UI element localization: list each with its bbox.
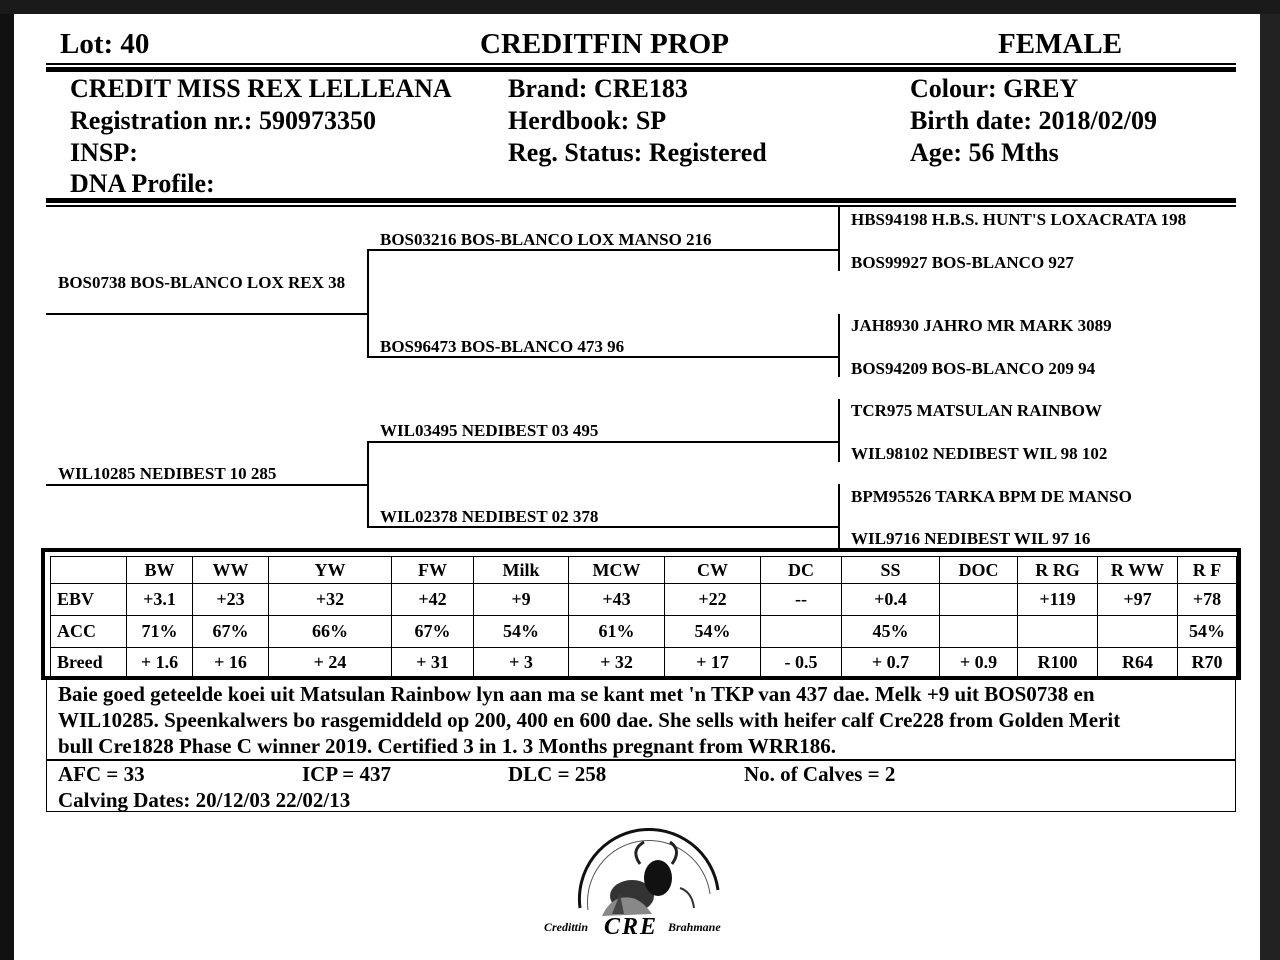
table-header-cell: R RG (1018, 557, 1098, 584)
top-frame-edge (0, 0, 1280, 14)
table-row-acc (51, 616, 1237, 648)
pedigree-dam-sire: WIL03495 NEDIBEST 03 495 (380, 421, 599, 440)
notes-line-3: bull Cre1828 Phase C winner 2019. Certified 3 in 1. 3 Months pregnant from WRR186. (58, 734, 836, 758)
table-cell: + 17 (665, 648, 761, 677)
table-header-cell: MCW (569, 557, 665, 584)
info-rule-thick (46, 198, 1236, 203)
ebv-header-row (51, 557, 1237, 584)
table-cell: 71% (127, 616, 193, 648)
table-header-cell: DOC (940, 557, 1018, 584)
age: Age: 56 Mths (910, 138, 1059, 167)
table-row-breed (51, 648, 1237, 677)
table-cell (761, 616, 842, 648)
brahman-bull-emblem (540, 828, 750, 928)
sex-label: FEMALE (998, 28, 1123, 60)
table-cell: + 1.6 (127, 648, 193, 677)
table-header-cell: YW (269, 557, 392, 584)
table-cell (1018, 616, 1098, 648)
pedigree-ggp-6: WIL98102 NEDIBEST WIL 98 102 (851, 444, 1108, 463)
insp-label: INSP: (70, 138, 138, 167)
herdbook: Herdbook: SP (508, 106, 667, 135)
pedigree-ggp-5: TCR975 MATSULAN RAINBOW (851, 401, 1102, 420)
sire-sire-line (367, 249, 839, 251)
table-cell: 67% (193, 616, 269, 648)
brand: Brand: CRE183 (508, 74, 688, 103)
logo-text-left: Credittin (544, 920, 589, 934)
left-frame-edge (0, 0, 14, 960)
pedigree-ggp-1: HBS94198 H.B.S. HUNT'S LOXACRATA 198 (851, 210, 1187, 229)
table-cell: + 0.9 (940, 648, 1018, 677)
breeder-name: CREDITFIN PROP (480, 28, 729, 60)
table-cell: +42 (392, 584, 474, 616)
pedigree-ggp-8: WIL9716 NEDIBEST WIL 97 16 (851, 529, 1091, 548)
table-cell: +119 (1018, 584, 1098, 616)
animal-name: CREDIT MISS REX LELLEANA (70, 74, 452, 103)
pedigree-dam: WIL10285 NEDIBEST 10 285 (58, 464, 277, 483)
pedigree-sire-sire: BOS03216 BOS-BLANCO LOX MANSO 216 (380, 230, 712, 249)
calving-dates: Calving Dates: 20/12/03 22/02/13 (58, 788, 351, 812)
pedigree-ggp-2: BOS99927 BOS-BLANCO 927 (851, 253, 1074, 272)
table-cell: 61% (569, 616, 665, 648)
table-cell: + 0.7 (842, 648, 940, 677)
lot-number: Lot: 40 (60, 28, 150, 60)
table-cell: 54% (474, 616, 569, 648)
ggp-bracket-3 (838, 399, 840, 462)
ggp-bracket-2 (838, 314, 840, 377)
icp-value: ICP = 437 (302, 762, 391, 786)
table-cell: -- (761, 584, 842, 616)
ggp-bracket-4 (838, 484, 840, 548)
table-header-cell: DC (761, 557, 842, 584)
table-cell (1098, 616, 1178, 648)
notes-line-2: WIL10285. Speenkalwers bo rasgemiddeld op 200, 400 en 600 dae. She sells with heifer calf Cre228 from Golden Merit (58, 708, 1121, 732)
calves-count: No. of Calves = 2 (744, 762, 896, 786)
table-cell: - 0.5 (761, 648, 842, 677)
info-rule-thin (46, 205, 1236, 207)
header-rule-thin (46, 63, 1236, 65)
table-cell: + 24 (269, 648, 392, 677)
sire-dam-line (367, 356, 839, 358)
ggp-bracket-1 (838, 207, 840, 271)
table-cell: +9 (474, 584, 569, 616)
sire-bracket (367, 249, 369, 357)
table-cell: + 3 (474, 648, 569, 677)
table-cell: ACC (51, 616, 127, 648)
table-header-cell: R F (1178, 557, 1237, 584)
table-cell: +78 (1178, 584, 1237, 616)
table-cell: + 32 (569, 648, 665, 677)
table-cell: +97 (1098, 584, 1178, 616)
table-header-cell: FW (392, 557, 474, 584)
pedigree-ggp-4: BOS94209 BOS-BLANCO 209 94 (851, 359, 1096, 378)
notes-line-1: Baie goed geteelde koei uit Matsulan Rainbow lyn aan ma se kant met 'n TKP van 437 dae. Melk +9 uit BOS0738 en (58, 682, 1095, 706)
table-header-cell: BW (127, 557, 193, 584)
table-cell: +43 (569, 584, 665, 616)
table-cell: +3.1 (127, 584, 193, 616)
table-cell: Breed (51, 648, 127, 677)
pedigree-sire-dam: BOS96473 BOS-BLANCO 473 96 (380, 337, 625, 356)
table-cell: EBV (51, 584, 127, 616)
header-rule-thick (46, 67, 1236, 72)
logo-text-center: CRE (604, 914, 659, 940)
table-cell: 67% (392, 616, 474, 648)
ebv-table (50, 556, 1237, 677)
dam-sire-line (367, 441, 839, 443)
colour: Colour: GREY (910, 74, 1079, 103)
pedigree-ggp-3: JAH8930 JAHRO MR MARK 3089 (851, 316, 1112, 335)
table-header-cell: CW (665, 557, 761, 584)
dam-bracket (367, 441, 369, 527)
dlc-value: DLC = 258 (508, 762, 607, 786)
dam-dam-line (367, 526, 839, 528)
afc-value: AFC = 33 (58, 762, 145, 786)
pedigree-sire: BOS0738 BOS-BLANCO LOX REX 38 (58, 273, 346, 292)
table-header-cell: SS (842, 557, 940, 584)
table-cell: +23 (193, 584, 269, 616)
table-header-cell: Milk (474, 557, 569, 584)
table-cell: R100 (1018, 648, 1098, 677)
table-cell: R70 (1178, 648, 1237, 677)
table-header-cell: R WW (1098, 557, 1178, 584)
table-row-ebv (51, 584, 1237, 616)
registration-number: Registration nr.: 590973350 (70, 106, 376, 135)
table-cell: R64 (1098, 648, 1178, 677)
table-cell (940, 584, 1018, 616)
table-cell: +22 (665, 584, 761, 616)
pedigree-dam-dam: WIL02378 NEDIBEST 02 378 (380, 507, 599, 526)
dna-profile-label: DNA Profile: (70, 169, 215, 198)
birth-date: Birth date: 2018/02/09 (910, 106, 1157, 135)
table-cell: +32 (269, 584, 392, 616)
dam-line (46, 484, 368, 486)
table-cell: + 31 (392, 648, 474, 677)
table-cell: 54% (1178, 616, 1237, 648)
reg-status: Reg. Status: Registered (508, 138, 767, 167)
table-header-cell (51, 557, 127, 584)
creditfin-logo (540, 828, 750, 956)
sire-line (46, 313, 368, 315)
pedigree-ggp-7: BPM95526 TARKA BPM DE MANSO (851, 487, 1132, 506)
logo-text-right: Brahmane (668, 920, 721, 934)
table-cell: 66% (269, 616, 392, 648)
table-cell: +0.4 (842, 584, 940, 616)
table-header-cell: WW (193, 557, 269, 584)
table-cell: + 16 (193, 648, 269, 677)
table-cell: 54% (665, 616, 761, 648)
right-frame-edge (1260, 0, 1280, 960)
table-cell: 45% (842, 616, 940, 648)
table-cell (940, 616, 1018, 648)
